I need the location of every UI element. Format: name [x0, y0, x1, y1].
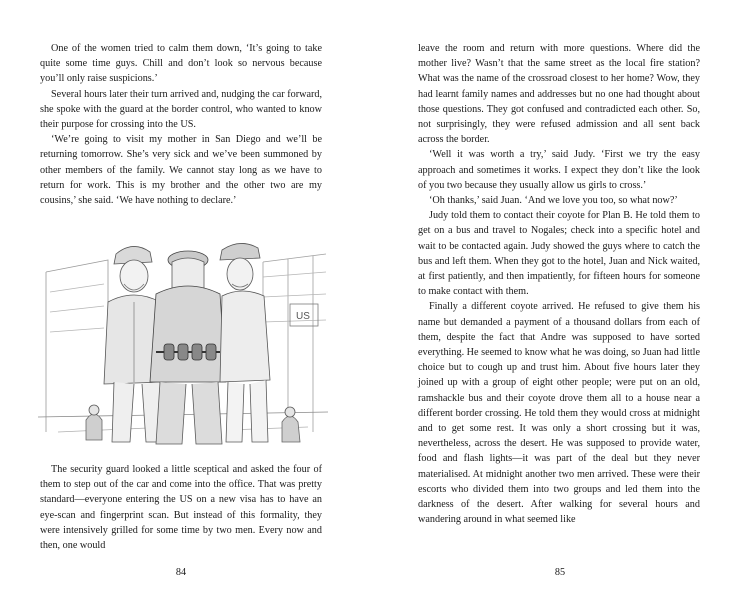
- paragraph: Finally a different coyote arrived. He refused to give them his name but demanded a payment of a thousand dollars from each of them, despite the fact that Andre was supposed to have sorted everything. He seemed to know what he was doing, so Juan had little choice but to cough up and trust him. About five hours later they joined up with a group of eight other people; were put on an old, ramshackle bus and their coyote drove them all to a house near a different border crossing. He told them they would cross at midnight and to get some rest. It was only a short crossing but it was, nevertheless, across the desert. He was supposed to provide water, food and flash lights—it was part of the deal but they never materialised. At midnight another two men arrived. These were their escorts who divided them into two groups and led them into the darkness of the desert. After walking for several hours and wandering around in what seemed like: [418, 301, 700, 526]
- paragraph: Judy told them to contact their coyote for Plan B. He told them to get on a bus and travel to Nogales; check into a specific hotel and wait to be contacted again. Judy showed the guys where to catch the bus and left them. When they got to the hotel, Juan and Nick waited, at first patiently, and then impatiently, for fifteen hours for someone to make contact with them.: [418, 210, 700, 298]
- paragraph: ‘We’re going to visit my mother in San Diego and we’ll be returning tomorrow. She’s very sick and we’ve been summoned by other members of the family. We cannot stay long as we have to return for work. This is my brother and the other two are my cousins,’ she said. ‘We have nothing to declare.’: [40, 134, 322, 207]
- paragraph: leave the room and return with more questions. Where did the mother live? Wasn’t that the same street as the local fire station? What was the name of the crossroad closest to her home? Wow, they had learnt family names and addresses but no one had thought about those questions. They got confused and contradicted each other. So, not surprisingly, they were refused admission and all sent back across the border.: [418, 43, 700, 146]
- left-bottom-text: [40, 462, 322, 553]
- page-number-right: 85: [554, 567, 566, 578]
- paragraph: ‘Well it was worth a try,’ said Judy. ‘First we try the easy approach and sometimes it works. I expect they don’t like the look of you two because they usually allow us girls to cross.’: [418, 149, 700, 191]
- right-page-text: [418, 41, 700, 528]
- paragraph: One of the women tried to calm them down, ‘It’s going to take quite some time guys. Chill and don’t look so nervous because you’ll only raise suspicions.’: [40, 43, 322, 85]
- left-top-text: [40, 41, 322, 208]
- border-guard-illustration: [38, 232, 328, 454]
- illustration-sign-text: US: [296, 311, 310, 322]
- paragraph: ‘Oh thanks,’ said Juan. ‘And we love you too, so what now?’: [429, 195, 678, 207]
- paragraph: The security guard looked a little sceptical and asked the four of them to step out of the car and come into the office. That was pretty standard—everyone entering the US on a new visa has to have an eye-scan and fingerprint scan. But instead of this formality, they were intensively grilled for some time by two men. Every now and then, one would: [40, 464, 322, 552]
- paragraph: Several hours later their turn arrived and, nudging the car forward, she spoke with the guard at the border control, who wanted to know their purpose for crossing into the US.: [40, 88, 322, 131]
- page-number-left: 84: [175, 567, 187, 578]
